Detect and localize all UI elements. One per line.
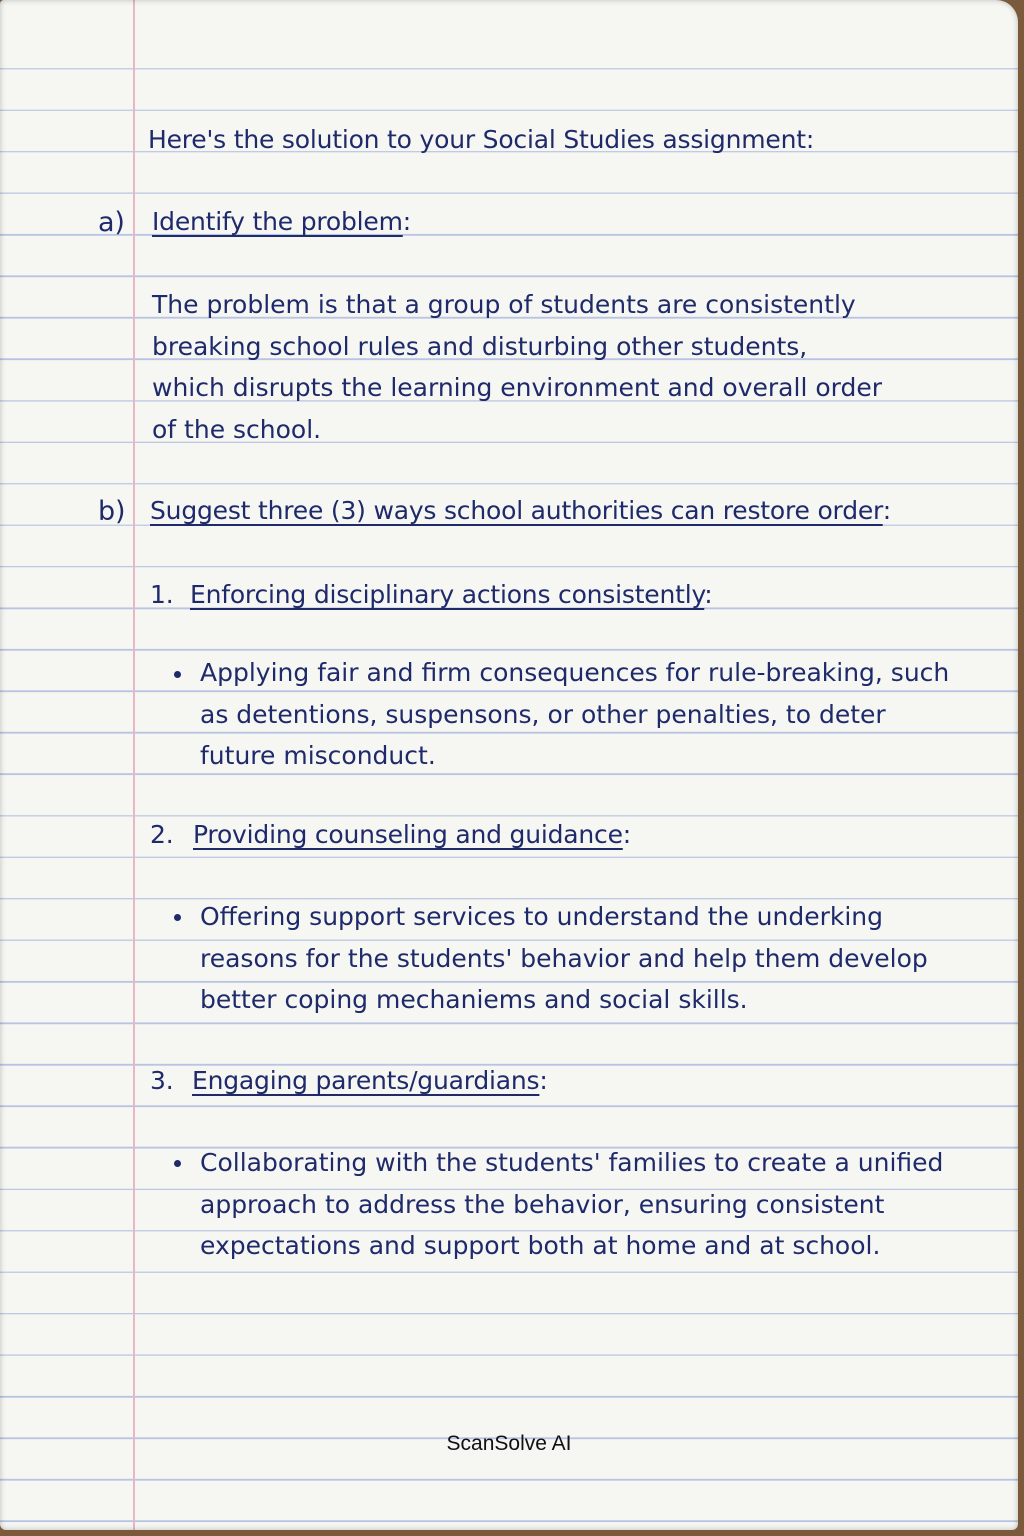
bullet-dot bbox=[174, 671, 181, 678]
item-line: Offering support services to understand the underking bbox=[200, 902, 884, 931]
part-a-answer bbox=[152, 284, 882, 450]
part-a-heading-row bbox=[152, 207, 411, 236]
item-1-number: 1. bbox=[150, 580, 174, 609]
bullet-dot bbox=[174, 1160, 181, 1167]
item-2-heading-row bbox=[193, 820, 631, 849]
item-line: Applying fair and firm consequences for rule-breaking, such bbox=[200, 658, 950, 687]
part-b-heading-row bbox=[150, 496, 891, 525]
answer-line: of the school. bbox=[152, 414, 322, 444]
answer-line: The problem is that a group of students are consistently bbox=[152, 290, 856, 319]
item-1-colon: : bbox=[704, 580, 713, 609]
item-3-heading: Engaging parents/guardians bbox=[192, 1066, 540, 1095]
item-1-heading: Enforcing disciplinary actions consistently bbox=[190, 580, 705, 609]
item-3-heading-row bbox=[192, 1066, 548, 1095]
item-1-text bbox=[200, 652, 949, 777]
item-2-text bbox=[200, 896, 928, 1021]
part-b-colon: : bbox=[882, 496, 891, 525]
item-line: as detentions, suspensons, or other penalties, to deter bbox=[200, 699, 886, 729]
item-line: future misconduct. bbox=[200, 741, 436, 770]
bullet-dot bbox=[174, 914, 181, 921]
item-line: expectations and support both at home and at school. bbox=[200, 1231, 881, 1260]
item-2-number: 2. bbox=[150, 820, 174, 849]
answer-line: breaking school rules and disturbing other students, bbox=[152, 331, 808, 361]
item-line: reasons for the students' behavior and help them develop bbox=[200, 943, 928, 973]
item-3-text bbox=[200, 1142, 943, 1267]
part-b-marker: b) bbox=[98, 496, 126, 527]
part-a-colon: : bbox=[402, 207, 411, 236]
part-a-marker: a) bbox=[98, 207, 125, 238]
item-line: Collaborating with the students' families to create a unified bbox=[200, 1148, 944, 1177]
intro-line: Here's the solution to your Social Studies assignment: bbox=[148, 125, 815, 154]
item-line: approach to address the behavior, ensuring consistent bbox=[200, 1189, 885, 1219]
item-3-number: 3. bbox=[150, 1066, 174, 1095]
item-line: better coping mechaniems and social skills. bbox=[200, 985, 748, 1014]
part-a-heading: Identify the problem bbox=[152, 207, 403, 236]
part-b-heading: Suggest three (3) ways school authorities can restore order bbox=[150, 496, 883, 525]
footer-brand: ScanSolve AI bbox=[446, 1432, 572, 1455]
item-2-colon: : bbox=[622, 820, 631, 849]
item-1-heading-row bbox=[190, 580, 713, 609]
answer-line: which disrupts the learning environment and overall order bbox=[152, 373, 883, 402]
item-3-colon: : bbox=[539, 1066, 548, 1095]
item-2-heading: Providing counseling and guidance bbox=[193, 820, 623, 849]
